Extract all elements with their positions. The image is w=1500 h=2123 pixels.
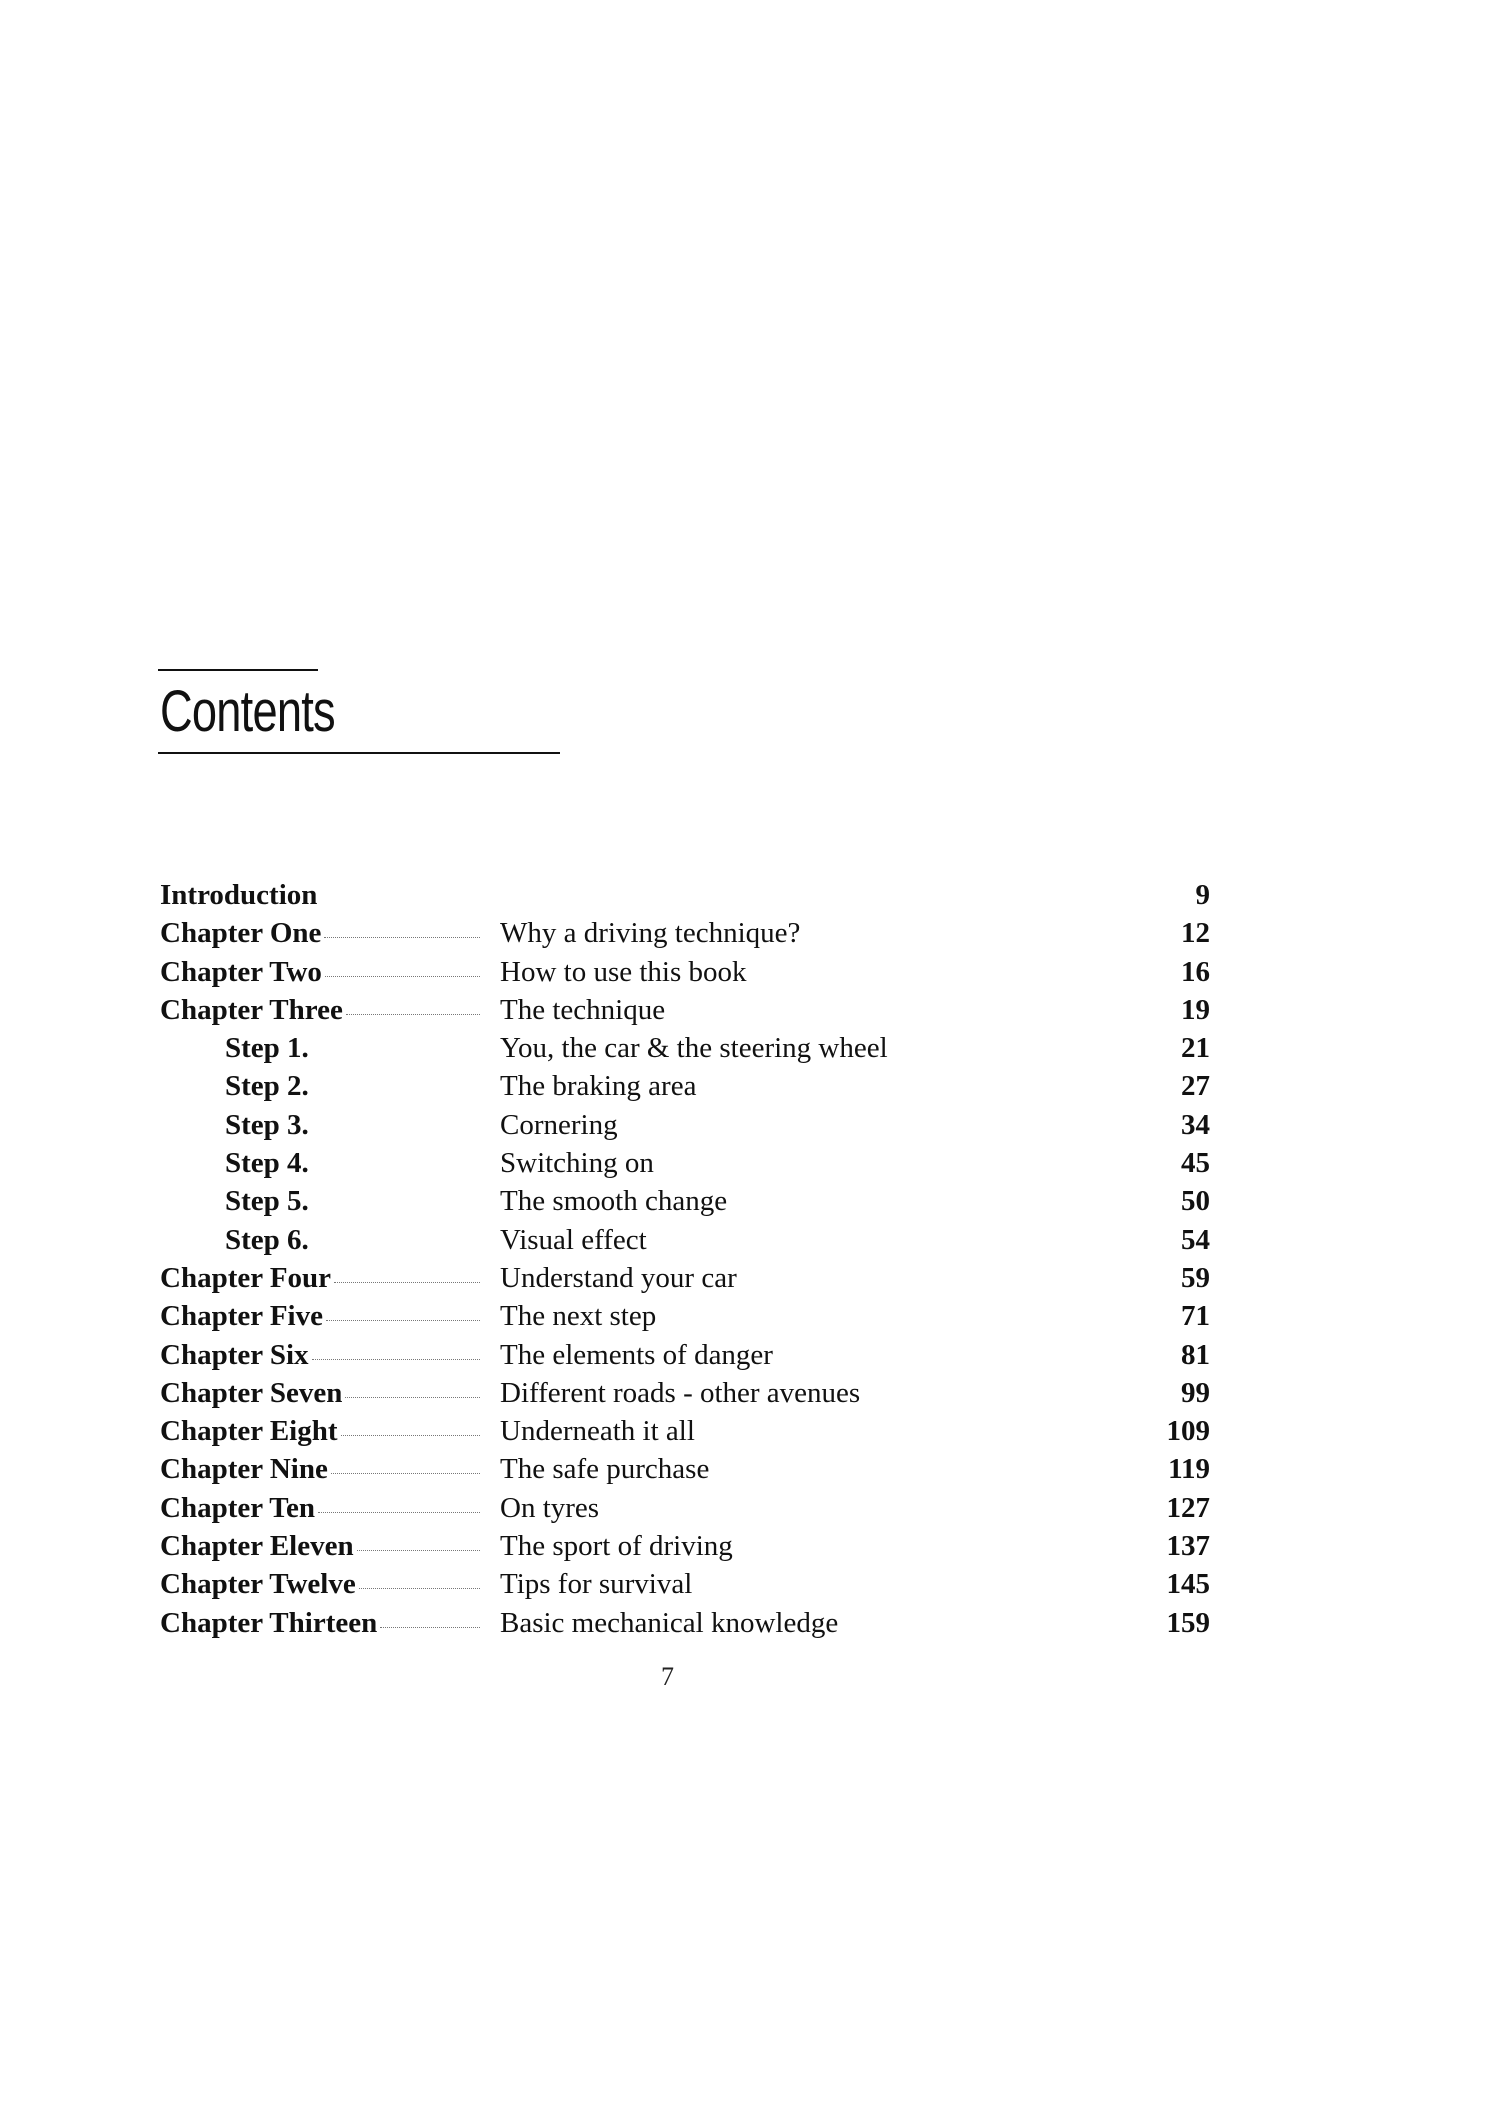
toc-row bbox=[160, 991, 1210, 1029]
toc-entry-page-number: 71 bbox=[1181, 1300, 1210, 1333]
toc-entry-label bbox=[160, 1182, 545, 1220]
toc-row bbox=[160, 1374, 1210, 1412]
chapter-label: Chapter Ten bbox=[160, 1491, 315, 1524]
toc-entry-label bbox=[160, 1029, 545, 1067]
dot-leader bbox=[345, 1397, 480, 1398]
toc-entry-description: How to use this book bbox=[500, 955, 747, 988]
toc-entry-page-number: 21 bbox=[1181, 1032, 1210, 1065]
dot-leader bbox=[331, 1473, 480, 1474]
toc-entry-page-number: 81 bbox=[1181, 1338, 1210, 1371]
toc-entry-page-number: 127 bbox=[1166, 1491, 1210, 1524]
toc-entry-page-number: 59 bbox=[1181, 1261, 1210, 1294]
toc-row bbox=[160, 953, 1210, 991]
toc-entry-page-number: 27 bbox=[1181, 1070, 1210, 1103]
toc-row bbox=[160, 876, 1210, 914]
toc-entry-description: The technique bbox=[500, 993, 666, 1026]
step-label: Step 2. bbox=[225, 1070, 309, 1103]
table-of-contents bbox=[160, 876, 1210, 1642]
toc-entry-description: Tips for survival bbox=[500, 1568, 693, 1601]
toc-entry-description: Cornering bbox=[500, 1108, 618, 1141]
chapter-label: Chapter Eight bbox=[160, 1415, 338, 1448]
toc-row bbox=[160, 1565, 1210, 1603]
toc-row bbox=[160, 1604, 1210, 1642]
toc-entry-label bbox=[160, 876, 480, 914]
toc-step-row bbox=[160, 1067, 1210, 1105]
chapter-label: Chapter Four bbox=[160, 1261, 332, 1294]
chapter-label: Chapter Two bbox=[160, 955, 322, 988]
toc-step-row bbox=[160, 1106, 1210, 1144]
toc-entry-label bbox=[160, 914, 480, 952]
dot-leader bbox=[334, 1282, 480, 1283]
chapter-label: Chapter One bbox=[160, 917, 322, 950]
toc-row bbox=[160, 1412, 1210, 1450]
toc-entry-label bbox=[160, 1144, 545, 1182]
dot-leader bbox=[341, 1435, 480, 1436]
chapter-label: Chapter Five bbox=[160, 1300, 323, 1333]
toc-entry-label bbox=[160, 1067, 545, 1105]
toc-entry-label bbox=[160, 1527, 480, 1565]
dot-leader bbox=[312, 1359, 480, 1360]
toc-entry-page-number: 12 bbox=[1181, 917, 1210, 950]
dot-leader bbox=[346, 1014, 480, 1015]
toc-entry-label bbox=[160, 1297, 480, 1335]
step-label: Step 5. bbox=[225, 1185, 309, 1218]
toc-row bbox=[160, 914, 1210, 952]
toc-entry-page-number: 145 bbox=[1166, 1568, 1210, 1601]
toc-entry-label bbox=[160, 1259, 480, 1297]
toc-entry-description: The safe purchase bbox=[500, 1453, 710, 1486]
toc-entry-description: Switching on bbox=[500, 1147, 654, 1180]
toc-entry-page-number: 119 bbox=[1168, 1453, 1210, 1486]
toc-entry-label bbox=[160, 953, 480, 991]
toc-row bbox=[160, 1527, 1210, 1565]
toc-entry-page-number: 54 bbox=[1181, 1223, 1210, 1256]
toc-entry-label bbox=[160, 1106, 545, 1144]
toc-entry-description: Basic mechanical knowledge bbox=[500, 1606, 839, 1639]
dot-leader bbox=[359, 1588, 480, 1589]
chapter-label: Chapter Eleven bbox=[160, 1530, 354, 1563]
step-label: Step 6. bbox=[225, 1223, 309, 1256]
toc-entry-label bbox=[160, 1565, 480, 1603]
toc-entry-page-number: 45 bbox=[1181, 1147, 1210, 1180]
toc-entry-label bbox=[160, 1336, 480, 1374]
toc-entry-description: On tyres bbox=[500, 1491, 600, 1524]
toc-entry-description: Underneath it all bbox=[500, 1415, 695, 1448]
chapter-label: Introduction bbox=[160, 879, 318, 911]
step-label: Step 4. bbox=[225, 1147, 309, 1180]
toc-entry-description: The sport of driving bbox=[500, 1530, 733, 1563]
toc-step-row bbox=[160, 1221, 1210, 1259]
toc-entry-label bbox=[160, 1412, 480, 1450]
toc-entry-description: You, the car & the steering wheel bbox=[500, 1032, 888, 1065]
toc-entry-page-number: 50 bbox=[1181, 1185, 1210, 1218]
toc-entry-description: The next step bbox=[500, 1300, 657, 1333]
toc-row bbox=[160, 1297, 1210, 1335]
toc-entry-page-number: 109 bbox=[1166, 1415, 1210, 1448]
toc-entry-label bbox=[160, 1221, 545, 1259]
toc-entry-description: The smooth change bbox=[500, 1185, 728, 1218]
dot-leader bbox=[380, 1627, 480, 1628]
toc-entry-description: Why a driving technique? bbox=[500, 917, 801, 950]
toc-row bbox=[160, 1450, 1210, 1488]
toc-step-row bbox=[160, 1182, 1210, 1220]
toc-entry-description: Understand your car bbox=[500, 1261, 737, 1294]
toc-entry-label bbox=[160, 991, 480, 1029]
dot-leader bbox=[326, 1320, 480, 1321]
toc-entry-description: Different roads - other avenues bbox=[500, 1376, 861, 1409]
title-bottom-rule bbox=[158, 752, 560, 754]
chapter-label: Chapter Twelve bbox=[160, 1568, 356, 1601]
chapter-label: Chapter Six bbox=[160, 1338, 309, 1371]
step-label: Step 1. bbox=[225, 1032, 309, 1065]
toc-entry-description: Visual effect bbox=[500, 1223, 647, 1256]
toc-row bbox=[160, 1336, 1210, 1374]
dot-leader bbox=[324, 937, 480, 938]
toc-entry-description: The elements of danger bbox=[500, 1338, 773, 1371]
dot-leader bbox=[357, 1550, 480, 1551]
title-top-rule bbox=[158, 669, 318, 671]
page-number: 7 bbox=[661, 1662, 674, 1691]
toc-entry-label bbox=[160, 1374, 480, 1412]
toc-entry-label bbox=[160, 1489, 480, 1527]
toc-entry-page-number: 99 bbox=[1181, 1376, 1210, 1409]
chapter-label: Chapter Thirteen bbox=[160, 1606, 378, 1639]
page-title: Contents bbox=[160, 679, 335, 744]
toc-row bbox=[160, 1489, 1210, 1527]
toc-entry-page-number: 34 bbox=[1181, 1108, 1210, 1141]
toc-step-row bbox=[160, 1144, 1210, 1182]
toc-entry-page-number: 159 bbox=[1166, 1606, 1210, 1639]
dot-leader bbox=[318, 1512, 480, 1513]
toc-entry-page-number: 16 bbox=[1181, 955, 1210, 988]
toc-entry-page-number: 9 bbox=[1195, 879, 1210, 911]
toc-entry-description: The braking area bbox=[500, 1070, 697, 1103]
toc-step-row bbox=[160, 1029, 1210, 1067]
chapter-label: Chapter Seven bbox=[160, 1376, 343, 1409]
chapter-label: Chapter Nine bbox=[160, 1453, 328, 1486]
step-label: Step 3. bbox=[225, 1108, 309, 1141]
toc-entry-page-number: 137 bbox=[1166, 1530, 1210, 1563]
toc-entry-label bbox=[160, 1604, 480, 1642]
toc-entry-label bbox=[160, 1450, 480, 1488]
toc-row bbox=[160, 1259, 1210, 1297]
dot-leader bbox=[325, 976, 480, 977]
chapter-label: Chapter Three bbox=[160, 993, 343, 1026]
toc-entry-page-number: 19 bbox=[1181, 993, 1210, 1026]
